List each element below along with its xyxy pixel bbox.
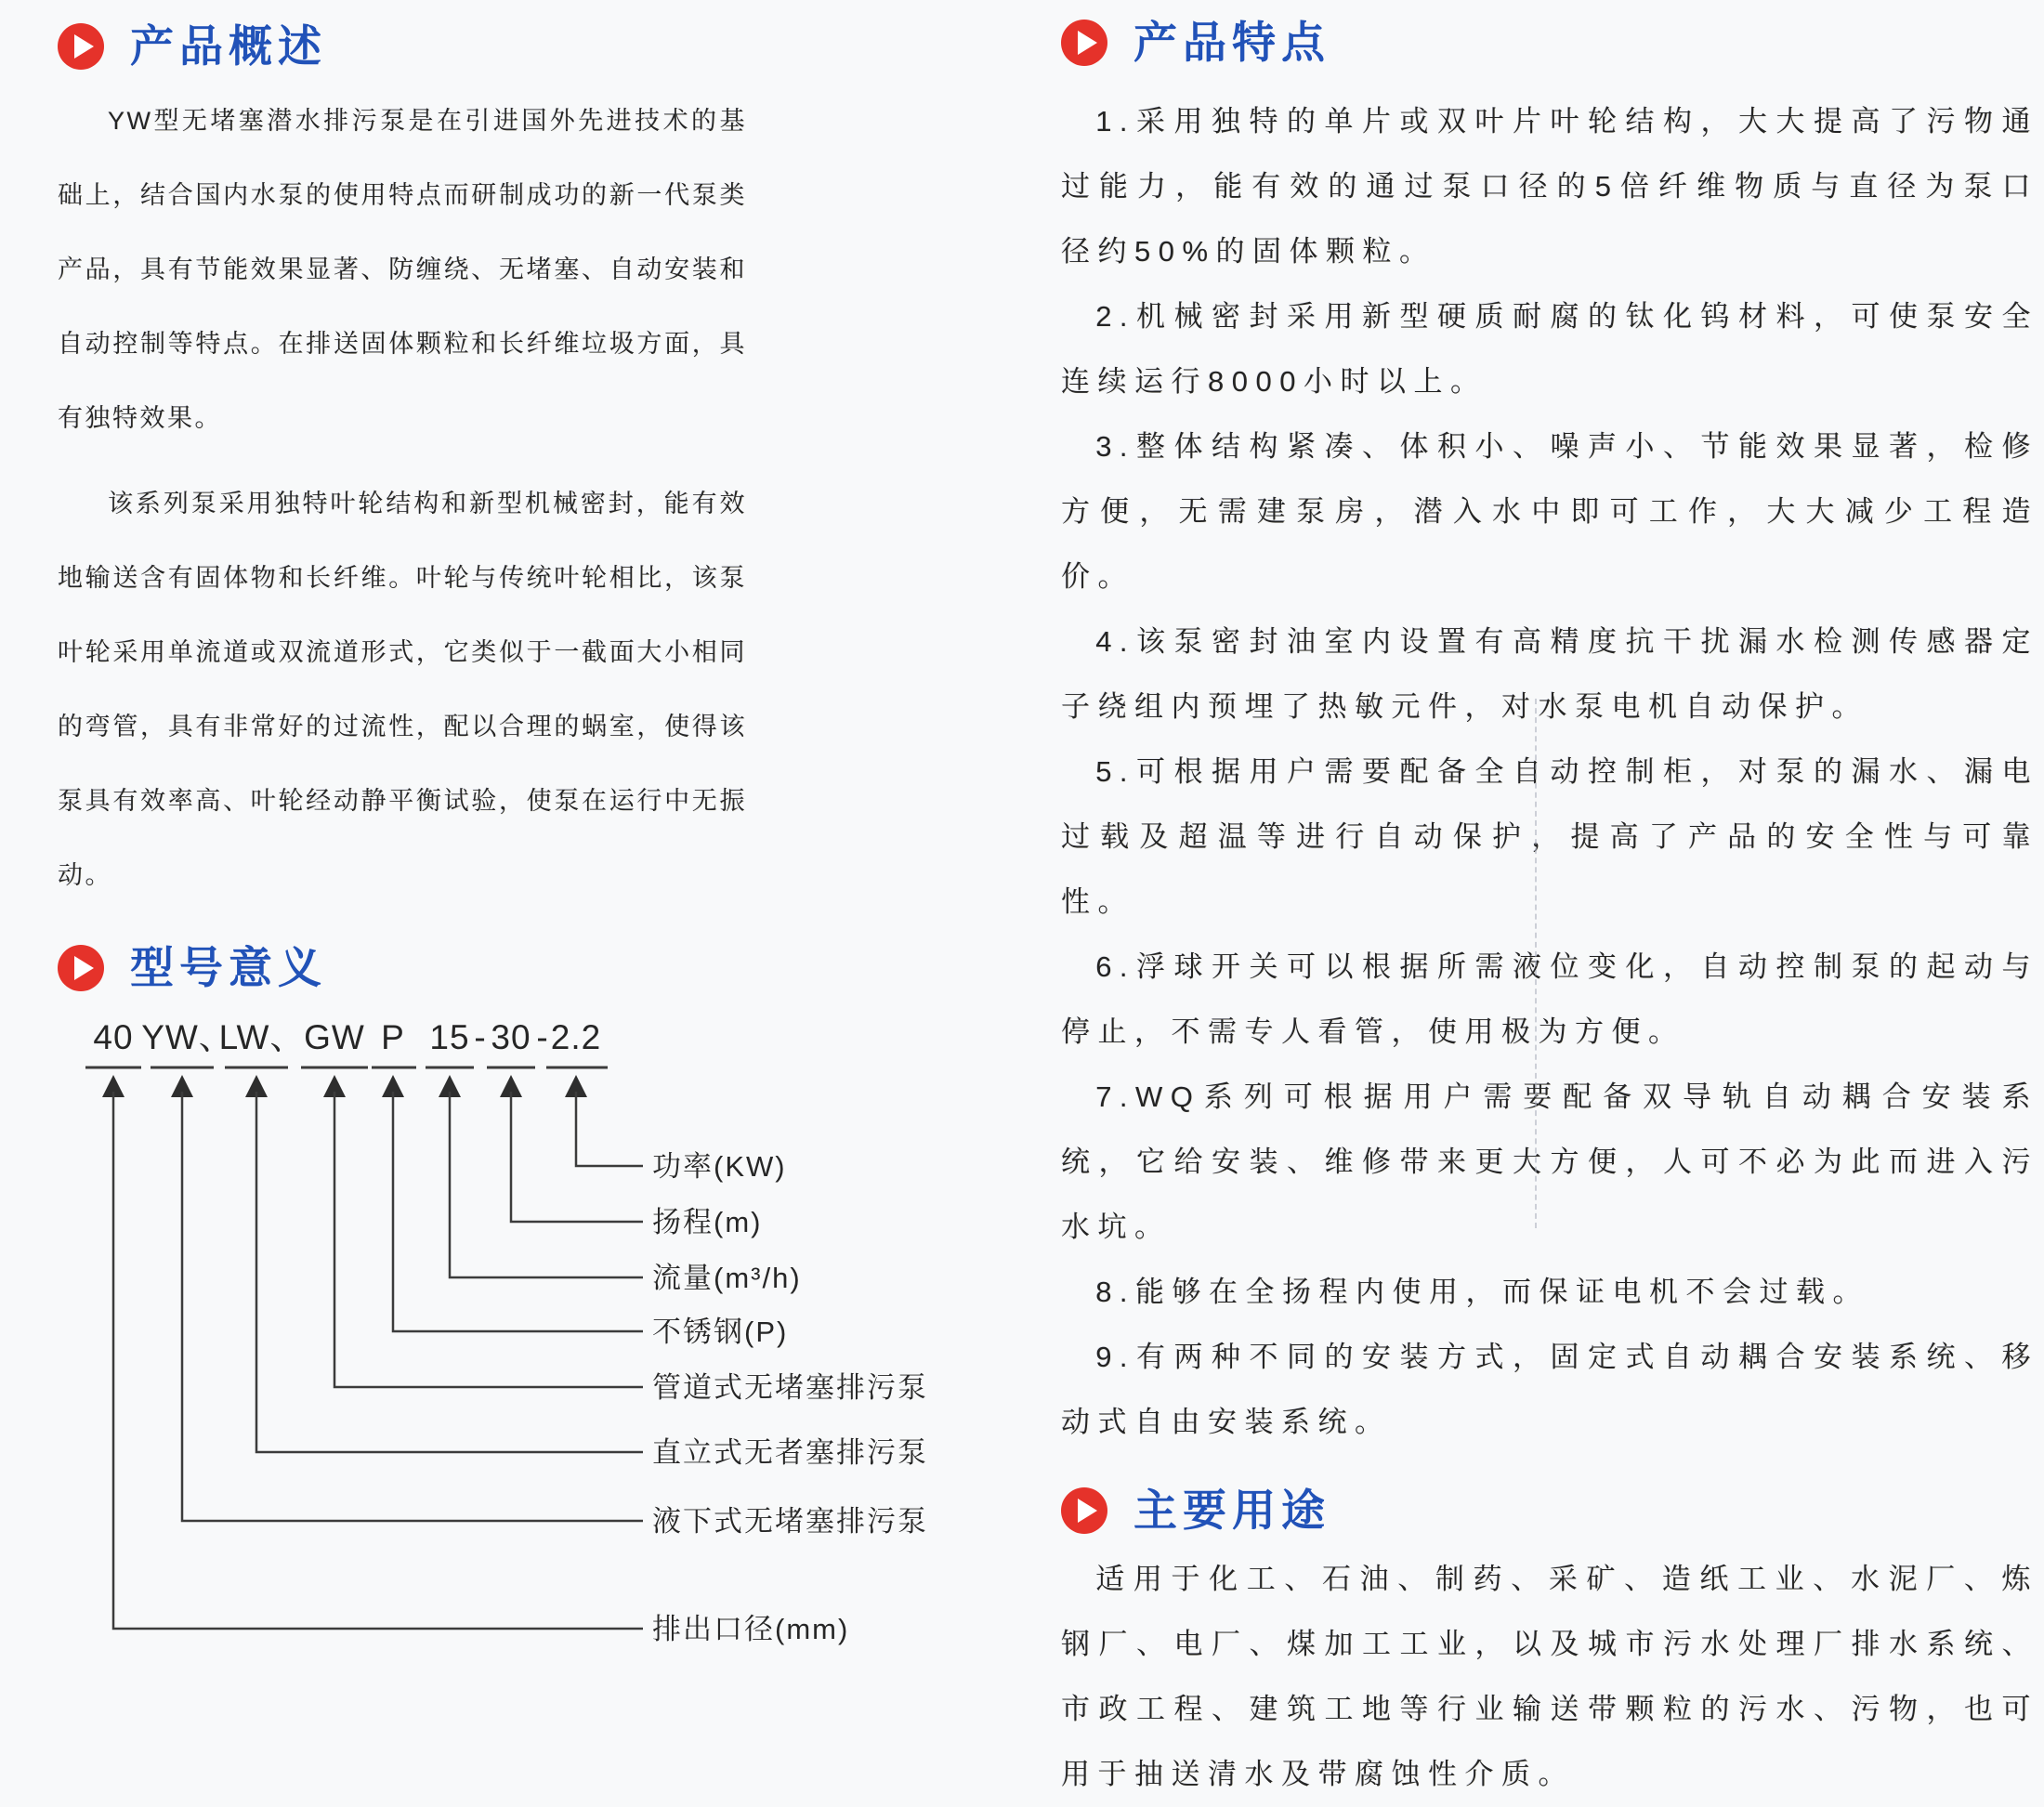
model-title: 型号意义 <box>130 942 327 992</box>
feature-item-7: 7.WQ系列可根据用户需要配备双导轨自动耦合安装系统，它给安装、维修带来更大方便，人可不必为此而进入污水坑。 <box>1061 1080 2038 1243</box>
overview-paragraph-2: 该系列泵采用独特叶轮结构和新型机械密封，能有效地输送含有固体物和长纤维。叶轮与传统叶轮相比，该泵叶轮采用单流道或双流道形式，它类似于一截面大小相同的弯管，具有非常好的过流性，配以合理的蜗室，使得该泵具有效率高、叶轮经动静平衡试验，使泵在运行中无振动。 <box>58 489 747 889</box>
model-label-outlet: 排出口径(mm) <box>652 1613 850 1646</box>
play-icon <box>58 23 104 70</box>
features-list <box>1061 89 2038 1455</box>
model-token: - <box>474 1018 487 1057</box>
feature-item-2: 2.机械密封采用新型硬质耐腐的钛化钨材料，可使泵安全连续运行8000小时以上。 <box>1061 299 2038 398</box>
feature-item-5: 5.可根据用户需要配备全自动控制柜，对泵的漏水、漏电过载及超温等进行自动保护，提高了产品的安全性与可靠性。 <box>1061 754 2038 918</box>
model-label-flow: 流量(m³/h) <box>652 1262 802 1295</box>
leader-lines <box>113 1092 643 1629</box>
model-code <box>93 1018 601 1056</box>
left-column <box>58 21 928 1651</box>
model-label-vertical: 直立式无者塞排污泵 <box>652 1436 928 1470</box>
play-icon <box>58 945 104 991</box>
model-label-stainless: 不锈钢(P) <box>652 1316 789 1349</box>
features-title: 产品特点 <box>1133 18 1330 67</box>
right-column <box>1061 19 2038 1807</box>
usage-paragraph: 适用于化工、石油、制药、采矿、造纸工业、水泥厂、炼钢厂、电厂、煤加工工业，以及城市污水处理厂排水系统、市政工程、建筑工地等行业输送带颗粒的污水、污物，也可用于抽送清水及带腐蚀性介质。 <box>1061 1563 2038 1791</box>
feature-item-1: 1.采用独特的单片或双叶片叶轮结构，大大提高了污物通过能力，能有效的通过泵口径的5倍纤维物质与直径为泵口径约50%的固体颗粒。 <box>1061 104 2038 268</box>
overview-title: 产品概述 <box>130 21 327 71</box>
up-arrow-icons <box>102 1075 587 1097</box>
model-token: P <box>381 1018 405 1057</box>
features-section-heading <box>1061 19 2038 67</box>
feature-item-4: 4.该泵密封油室内设置有高精度抗干扰漏水检测传感器定子绕组内预埋了热敏元件，对水泵电机自动保护。 <box>1061 624 2038 723</box>
play-icon <box>1061 1487 1107 1534</box>
scan-fold-line <box>1535 699 1537 1228</box>
play-icon <box>1061 20 1107 66</box>
model-label-head: 扬程(m) <box>652 1206 763 1239</box>
feature-item-9: 9.有两种不同的安装方式，固定式自动耦合安装系统、移动式自由安装系统。 <box>1061 1340 2038 1438</box>
model-labels <box>652 1150 928 1645</box>
model-label-power: 功率(KW) <box>652 1150 787 1184</box>
usage-title: 主要用途 <box>1133 1485 1330 1535</box>
overview-section-heading <box>58 22 747 71</box>
feature-item-8: 8.能够在全扬程内使用，而保证电机不会过载。 <box>1095 1275 1870 1308</box>
model-token: 2.2 <box>550 1018 602 1057</box>
model-label-submerged: 液下式无堵塞排污泵 <box>652 1505 928 1539</box>
model-token: 15 <box>429 1018 470 1057</box>
model-token: LW、 <box>218 1018 306 1057</box>
model-label-pipeline: 管道式无堵塞排污泵 <box>652 1371 928 1405</box>
model-token: - <box>536 1018 549 1057</box>
model-token: 40 <box>93 1018 134 1057</box>
feature-item-6: 6.浮球开关可以根据所需液位变化，自动控制泵的起动与停止，不需专人看管，使用极为方便。 <box>1061 949 2038 1048</box>
model-token: GW <box>304 1018 365 1057</box>
model-token: YW、 <box>141 1018 234 1057</box>
overview-paragraph-1: YW型无堵塞潜水排污泵是在引进国外先进技术的基础上，结合国内水泵的使用特点而研制成功的新一代泵类产品，具有节能效果显著、防缠绕、无堵塞、自动安装和自动控制等特点。在排送固体颗粒和长纤维垃圾方面，具有独特效果。 <box>58 106 747 432</box>
model-section-heading <box>58 944 747 992</box>
model-code-diagram <box>58 1001 1024 1651</box>
model-token: 30 <box>491 1018 531 1057</box>
usage-section-heading <box>1061 1486 2038 1535</box>
feature-item-3: 3.整体结构紧凑、体积小、噪声小、节能效果显著，检修方便，无需建泵房，潜入水中即可工作，大大减少工程造价。 <box>1061 429 2038 593</box>
